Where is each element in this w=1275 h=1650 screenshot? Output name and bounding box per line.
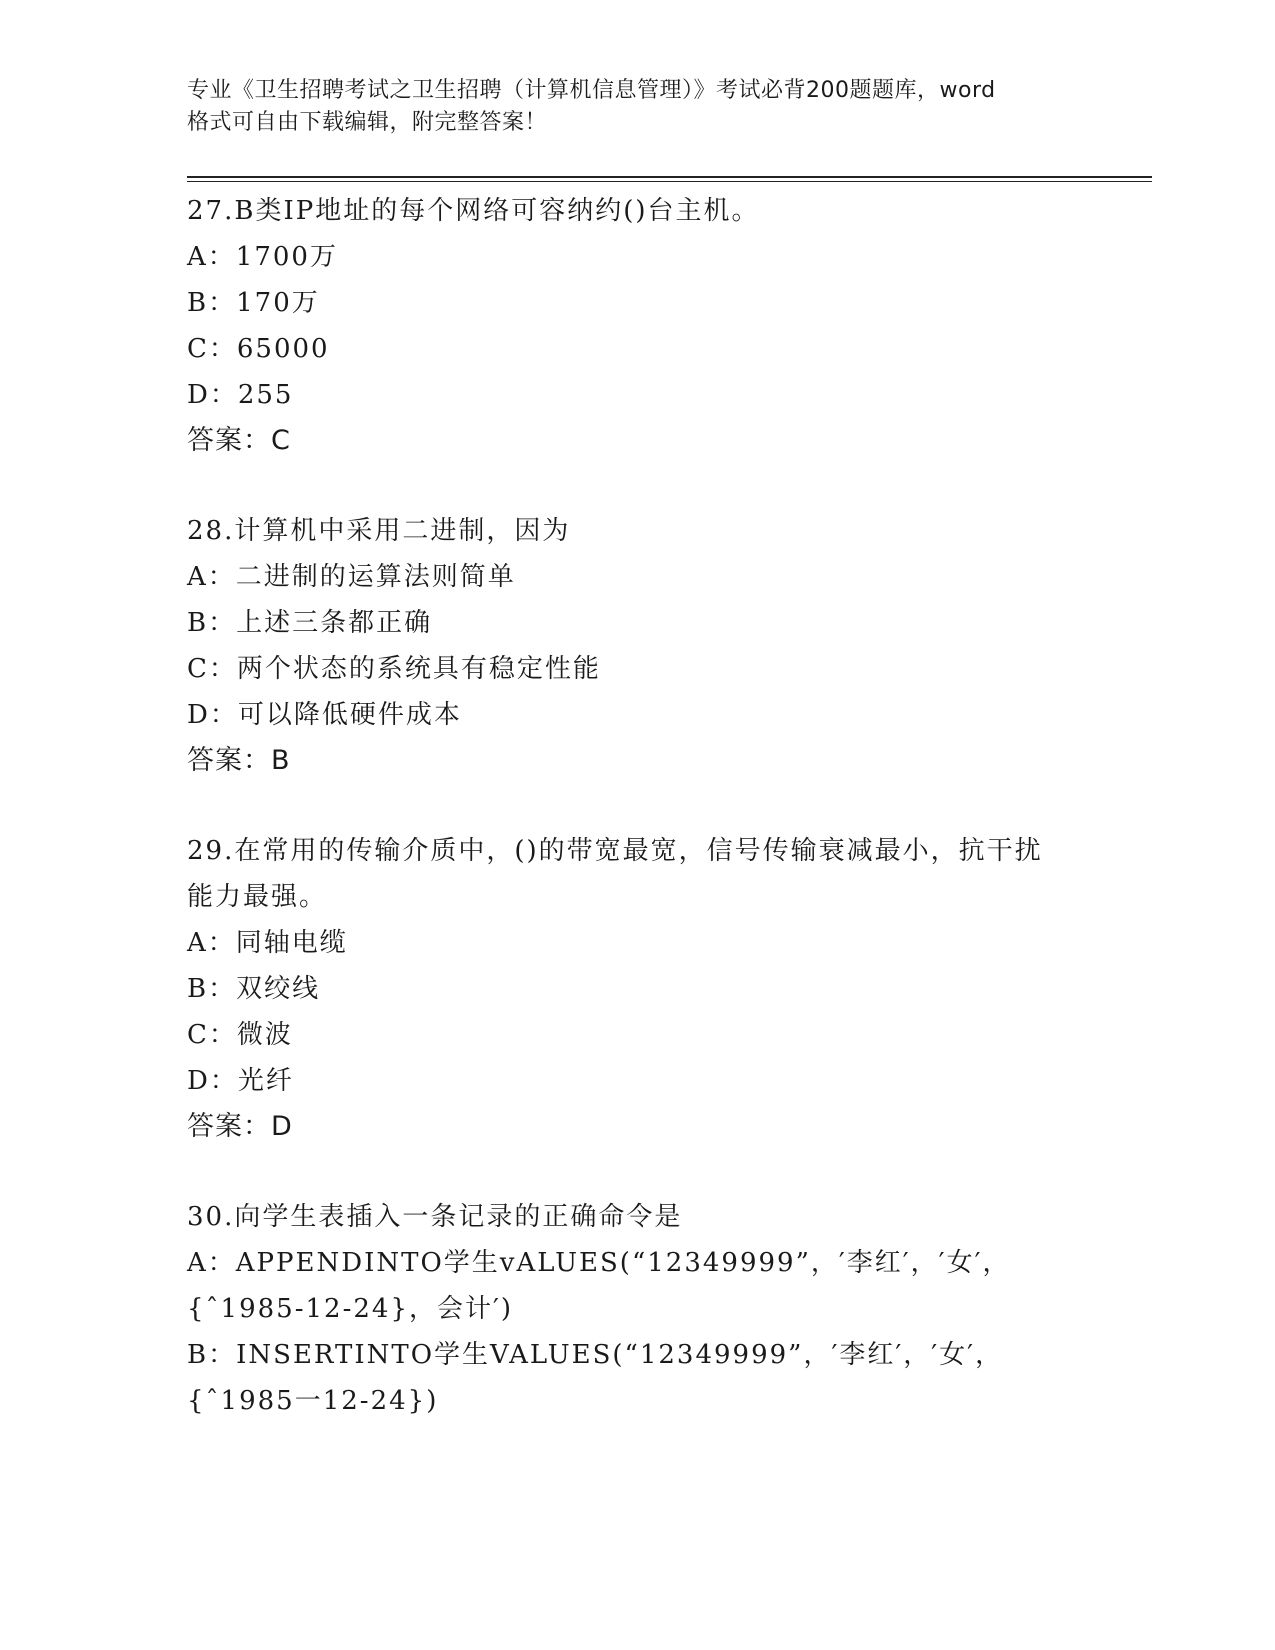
question-list [187, 188, 1117, 1424]
header-line-1: 专业《卫生招聘考试之卫生招聘（计算机信息管理）》考试必背200题题库，word [187, 78, 996, 103]
question-stem: 28.计算机中采用二进制，因为 [187, 516, 571, 546]
answer-option [187, 280, 1117, 326]
answer-option [187, 1240, 1117, 1332]
question-stem: 29.在常用的传输介质中，()的带宽最宽，信号传输衰减最小，抗干扰 [187, 836, 1043, 866]
answer-option-text: B：双绞线 [187, 974, 321, 1004]
question-block [187, 188, 1117, 464]
answer-option [187, 600, 1117, 646]
answer-option-text: A：APPENDINTO学生vALUES(“12349999”，′李红′，′女′， [187, 1248, 1011, 1278]
document-header [187, 75, 1087, 139]
answer-option-text: C：65000 [187, 334, 330, 364]
answer-option [187, 646, 1117, 692]
answer-option-text: A：二进制的运算法则简单 [187, 562, 516, 592]
answer-option-text: D：可以降低硬件成本 [187, 700, 462, 730]
question-stem: 27.B类IP地址的每个网络可容纳约()台主机。 [187, 196, 760, 226]
answer-option-text: C：微波 [187, 1020, 293, 1050]
header-divider-bottom [187, 181, 1152, 182]
answer-option [187, 326, 1117, 372]
header-line-2: 格式可自由下载编辑，附完整答案！ [187, 110, 548, 135]
answer-key: 答案：C [187, 425, 291, 456]
answer-option-text: {ˆ1985一12-24}) [187, 1386, 439, 1416]
answer-option [187, 234, 1117, 280]
answer-option-text: D：光纤 [187, 1066, 294, 1096]
answer-option [187, 966, 1117, 1012]
answer-option-text: {ˆ1985-12-24}，会计′) [187, 1294, 514, 1324]
answer-key: 答案：B [187, 745, 291, 776]
question-stem: 30.向学生表插入一条记录的正确命令是 [187, 1202, 683, 1232]
question-spacer [187, 784, 1117, 828]
answer-option [187, 1058, 1117, 1104]
answer-option-text: A：同轴电缆 [187, 928, 348, 958]
answer-option-text: B：INSERTINTO学生VALUES(“12349999”，′李红′，′女′， [187, 1340, 1004, 1370]
answer-option [187, 554, 1117, 600]
answer-option-text: C：两个状态的系统具有稳定性能 [187, 654, 601, 684]
answer-option [187, 372, 1117, 418]
answer-option [187, 920, 1117, 966]
question-block [187, 508, 1117, 784]
question-block [187, 1194, 1117, 1424]
question-spacer [187, 464, 1117, 508]
answer-option-text: B：上述三条都正确 [187, 608, 433, 638]
header-divider-top [187, 176, 1152, 178]
answer-option-text: D：255 [187, 380, 294, 410]
question-block [187, 828, 1117, 1150]
question-stem: 能力最强。 [187, 882, 328, 912]
answer-option [187, 692, 1117, 738]
answer-option [187, 1332, 1117, 1424]
answer-key: 答案：D [187, 1111, 293, 1142]
answer-option-text: A：1700万 [187, 242, 338, 272]
answer-option [187, 1012, 1117, 1058]
question-spacer [187, 1150, 1117, 1194]
answer-option-text: B：170万 [187, 288, 320, 318]
